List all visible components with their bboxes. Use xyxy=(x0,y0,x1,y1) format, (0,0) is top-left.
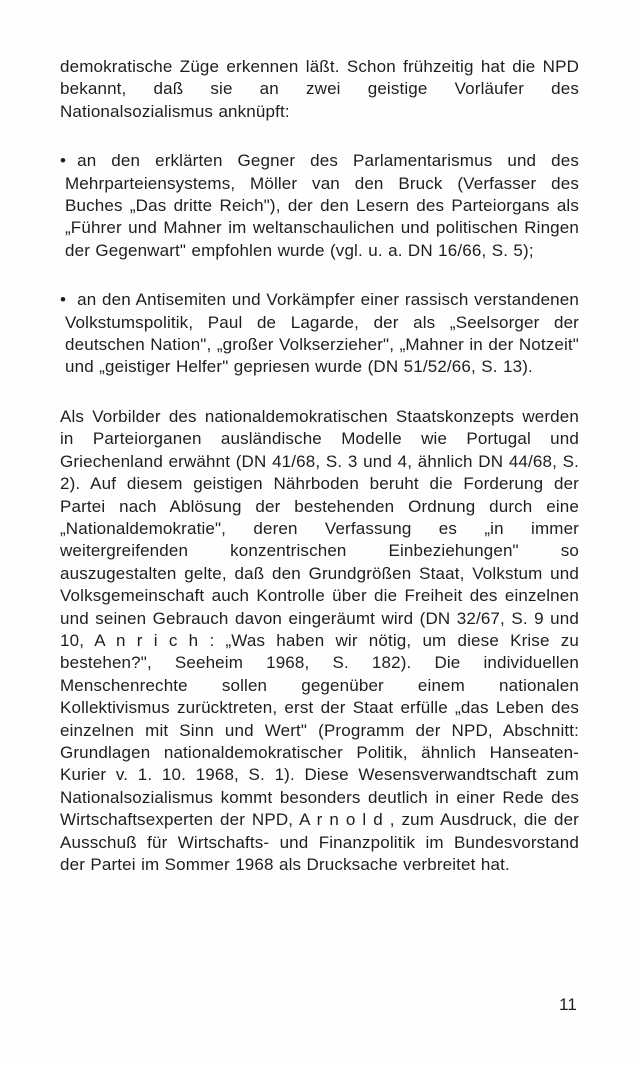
paragraph-text: demokratische Züge erkennen läßt. Schon frühzeitig hat die NPD bekannt, daß sie an zwei geistige Vorläufer des Nationalsozialismus anknüpft: xyxy=(60,57,579,121)
body-paragraph xyxy=(60,406,579,877)
page-number: 11 xyxy=(558,995,577,1014)
paragraph-text: Als Vorbilder des nationaldemokratischen Staatskonzepts werden in Parteiorganen ausländische Modelle wie Portugal und Griechenland erwähnt (DN 41/68, S. 3 und 4, ähnlich DN 44/68, S. 2). Auf diesem geistigen Nährboden beruht die Forderung der Partei nach Ablösung der bestehenden Ordnung durch eine „Nationaldemokratie", deren Verfassung es „in immer weitergreifenden konzentrischen Einbeziehungen" so auszugestalten gelte, daß den Grundgrößen Staat, Volkstum und Volksgemeinschaft auch Kontrolle über die Freiheit des einzelnen und seinen Gebrauch davon eingeräumt wird (DN 32/67, S. 9 und 10, A n r i c h : „Was haben wir nötig, um diese Krise zu bestehen?", Seeheim 1968, S. 182). Die individuellen Menschenrechte sollen gegenüber einem nationalen Kollektivismus zurücktreten, erst der Staat erfülle „das Leben des einzelnen mit Sinn und Wert" (Programm der NPD, Abschnitt: Grundlagen nationaldemokratischer Politik, ähnlich Hanseaten-Kurier v. 1. 10. 1968, S. 1). Diese Wesensverwandtschaft zum Nationalsozialismus kommt besonders deutlich in einer Rede des Wirtschaftsexperten der NPD, A r n o l d , zum Ausdruck, die der Ausschuß für Wirtschafts- und Finanzpolitik im Bundesvorstand der Partei im Sommer 1968 als Drucksache verbreitet hat. xyxy=(60,406,579,874)
page-text xyxy=(60,56,579,876)
bullet-marker: • xyxy=(60,151,67,171)
bullet-marker: • xyxy=(60,290,67,310)
body-paragraph xyxy=(60,56,579,123)
bullet-item xyxy=(60,150,579,262)
paragraph-text: an den erklärten Gegner des Parlamentarismus und des Mehrparteiensystems, Möller van den Bruck (Verfasser des Buches „Das dritte Reich"), der den Lesern des Parteiorgans als „Führer und Mahner im weltanschaulichen und politischen Ringen der Gegenwart" empfohlen wurde (vgl. u. a. DN 16/66, S. 5); xyxy=(65,151,579,260)
paragraph-text: an den Antisemiten und Vorkämpfer einer rassisch verstandenen Volkstumspolitik, Paul de Lagarde, der als „Seelsorger der deutschen Nation", „großer Volkserzieher", „Mahner in der Notzeit" und „geistiger Helfer" gepriesen wurde (DN 51/52/66, S. 13). xyxy=(65,290,579,377)
bullet-item xyxy=(60,289,579,379)
